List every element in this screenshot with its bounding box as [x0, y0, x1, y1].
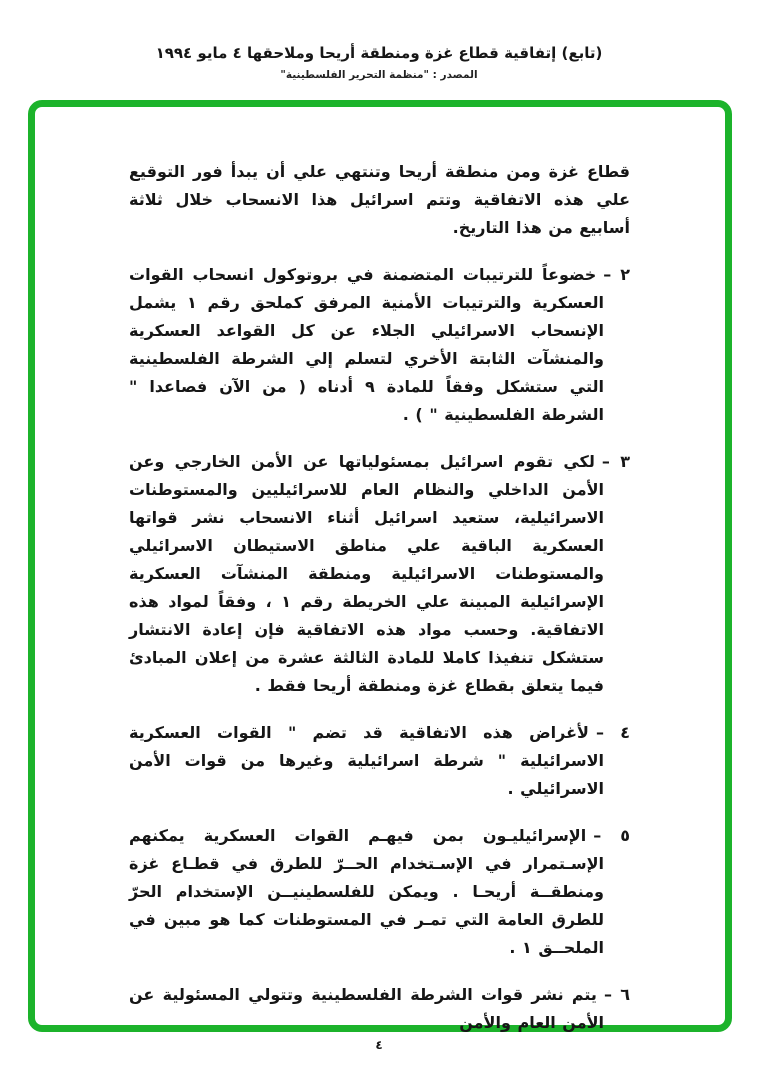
- document-source-line: المصدر : "منظمة التحرير الفلسطينية": [280, 69, 478, 81]
- paragraph-text: الإسرائيليـون بمن فيهـم القوات العسكرية يمكنهم الإسـتمرار في الإسـتخدام الحــرّ للطرق في قطـاع غزة ومنطقــة أريحـا . ويمكن للفلسطينيــن الإستخدام الحرّ للطرق العامة التي تمـر في المستوطنات كما هو مبين في الملحــق ١ .: [129, 826, 604, 957]
- paragraph-label: ٦ –: [603, 985, 631, 1004]
- page-number: ٤: [375, 1038, 383, 1052]
- paragraph-text: لأغراض هذه الاتفاقية قد تضم " القوات العسكرية الاسرائيلية " شرطة اسرائيلية وغيرها من قوات الأمن الاسرائيلي .: [129, 723, 604, 798]
- paragraph-text: خضوعاً للترتيبات المتضمنة في بروتوكول انسحاب القوات العسكرية والترتيبات الأمنية المرفق كملحق رقم ١ يشمل الإنسحاب الاسرائيلي الجلاء عن كل القواعد العسكرية والمنشآت الثابتة الأخري لتسلم إلي الشرطة الفلسطينية التي ستشكل وفقاً للمادة ٩ أدناه ( من الآن فصاعدا " الشرطة الفلسطينية " ) .: [129, 265, 605, 424]
- page-header: [0, 44, 758, 81]
- paragraph-6: [129, 981, 630, 1037]
- document-body: [129, 158, 630, 1056]
- paragraph-5: [129, 822, 630, 962]
- paragraph-text: قطاع غزة ومن منطقة أريحا وتنتهي علي أن يبدأ فور التوقيع علي هذه الاتفاقية وتتم اسرائيل هذا الانسحاب خلال ثلاثة أسابيع من هذا التاريخ.: [129, 162, 630, 237]
- document-title: (تابع) إتفاقية قطاع غزة ومنطقة أريحا وملاحقها ٤ مايو ١٩٩٤: [155, 44, 603, 62]
- page-footer: [0, 1038, 758, 1052]
- paragraph-3: [129, 448, 630, 700]
- paragraph-continuation: [129, 158, 630, 242]
- paragraph-label: ٤ –: [595, 723, 630, 742]
- paragraph-label: ٢ –: [603, 265, 630, 284]
- paragraph-2: [129, 261, 630, 429]
- paragraph-text: يتم نشر قوات الشرطة الفلسطينية وتتولي المسئولية عن الأمن العام والأمن: [129, 985, 604, 1032]
- paragraph-label: ٥ –: [593, 826, 631, 845]
- paragraph-text: لكي تقوم اسرائيل بمسئولياتها عن الأمن الخارجي وعن الأمن الداخلي والنظام العام للاسرائيليين والمستوطنات الاسرائيلية، ستعيد اسرائيل أثناء الانسحاب نشر قواتها العسكرية الباقية علي مناطق الاستيطان الاسرائيلي والمستوطنات الاسرائيلية ومنطقة المنشآت العسكرية الإسرائيلية المبينة علي الخريطة رقم ١ ، وفقاً لمواد هذه الاتفاقية. وحسب مواد هذه الاتفاقية فإن إعادة الانتشار ستشكل تنفيذا كاملا للمادة الثالثة عشرة من إعلان المبادئ فيما يتعلق بقطاع غزة ومنطقة أريحا فقط .: [129, 452, 604, 695]
- paragraph-4: [129, 719, 630, 803]
- paragraph-label: ٣ –: [601, 452, 630, 471]
